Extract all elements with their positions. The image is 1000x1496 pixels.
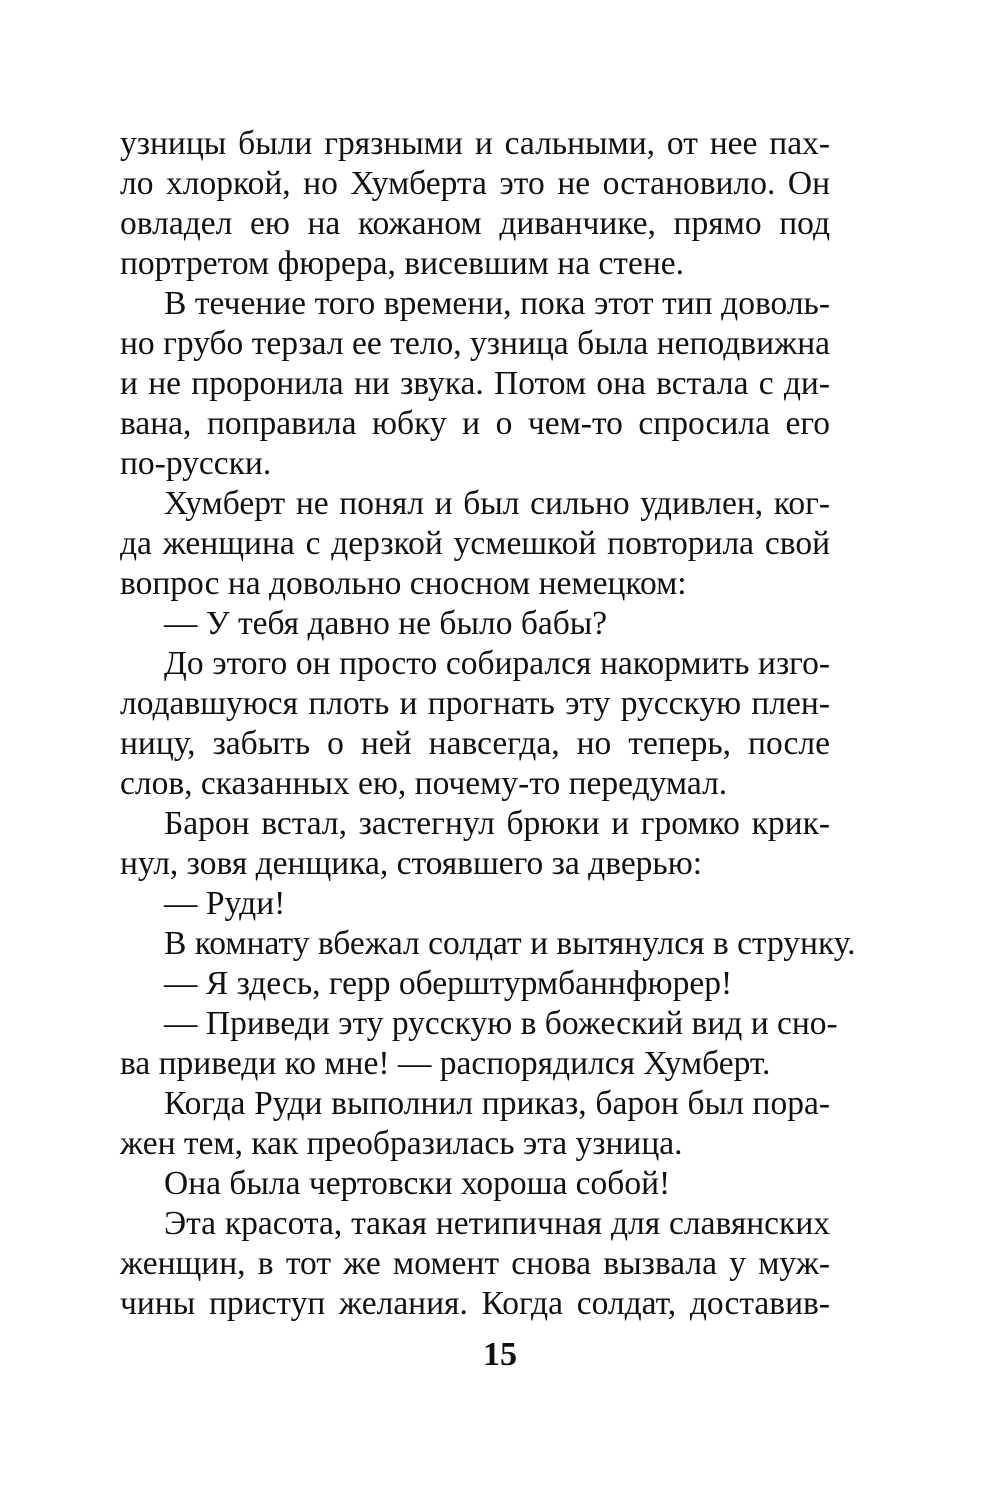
- text-line: В комнату вбежал солдат и вытянулся в струнку.: [164, 925, 856, 962]
- text-line: Хумберт не понял и был сильно удивлен, ког-: [164, 485, 830, 522]
- text-line: женщин, в тот же момент снова вызвала у муж-: [120, 1245, 830, 1282]
- page-number: 15: [483, 1336, 517, 1373]
- text-line: да женщина с дерзкой усмешкой повторила свой: [120, 525, 830, 562]
- text-line: Она была чертовски хороша собой!: [164, 1165, 671, 1202]
- text-line: вана, поправила юбку и о чем-то спросила его: [120, 405, 830, 442]
- text-line: Эта красота, такая нетипичная для славянских: [164, 1205, 830, 1242]
- text-line: вопрос на довольно сносном немецком:: [120, 565, 687, 602]
- dialogue-line: — Руди!: [164, 885, 286, 922]
- dialogue-line: — Я здесь, герр оберштурмбаннфюрер!: [164, 965, 733, 1002]
- text-line: нул, зовя денщика, стоявшего за дверью:: [120, 845, 703, 882]
- text-line: портретом фюрера, висевшим на стене.: [120, 245, 684, 282]
- text-line: узницы были грязными и сальными, от нее пах-: [120, 125, 830, 162]
- text-line: и не проронила ни звука. Потом она встала с ди-: [120, 365, 830, 402]
- text-line: но грубо терзал ее тело, узница была неподвижна: [120, 325, 830, 362]
- text-line: Барон встал, застегнул брюки и громко крик-: [164, 805, 830, 842]
- text-line: До этого он просто собирался накормить изго-: [164, 645, 830, 682]
- text-line: Когда Руди выполнил приказ, барон был пора-: [164, 1085, 830, 1122]
- text-line: чины приступ желания. Когда солдат, доставив-: [120, 1285, 830, 1322]
- text-line: жен тем, как преобразилась эта узница.: [120, 1125, 683, 1162]
- text-line: овладел ею на кожаном диванчике, прямо под: [120, 205, 830, 242]
- text-line: ницу, забыть о ней навсегда, но теперь, после: [120, 725, 830, 762]
- text-line: В течение того времени, пока этот тип доволь-: [164, 285, 830, 322]
- dialogue-line: — Приведи эту русскую в божеский вид и сно-: [164, 1005, 838, 1042]
- page-body: [120, 124, 856, 1324]
- text-line: лодавшуюся плоть и прогнать эту русскую плен-: [120, 685, 830, 722]
- dialogue-line: — У тебя давно не было бабы?: [164, 605, 608, 642]
- dialogue-line: ва приведи ко мне! — распорядился Хумберт.: [120, 1045, 771, 1082]
- text-line: по-русски.: [120, 445, 272, 482]
- text-line: слов, сказанных ею, почему-то передумал.: [120, 765, 728, 802]
- text-line: ло хлоркой, но Хумберта это не остановило. Он: [120, 165, 830, 202]
